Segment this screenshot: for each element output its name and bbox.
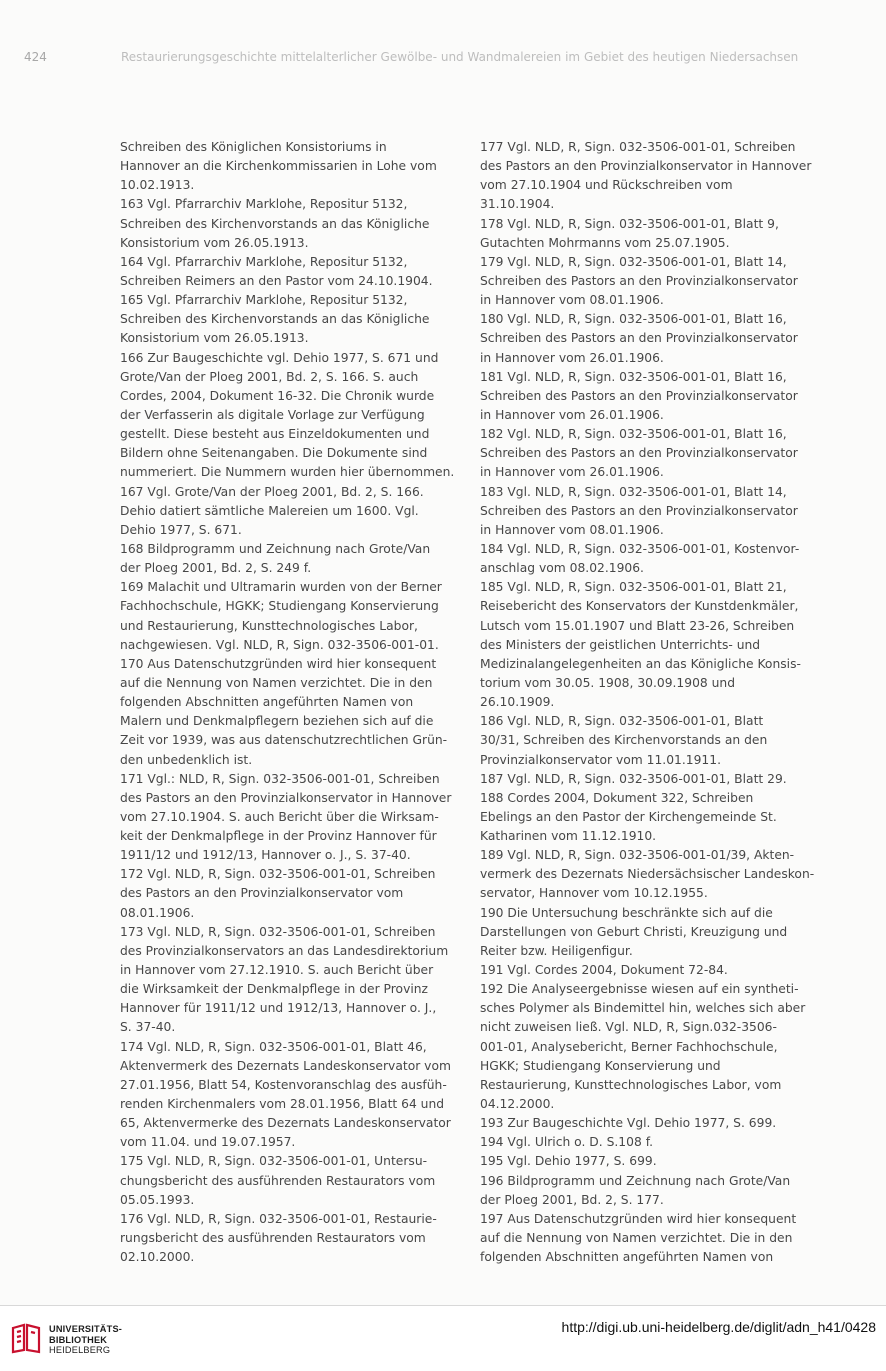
footnote-line: 187 Vgl. NLD, R, Sign. 032-3506-001-01, Blatt 29.	[480, 771, 787, 786]
footnote-line: den unbedenklich ist.	[120, 752, 253, 767]
footnote-line: die Wirksamkeit der Denkmalpflege in der Provinz	[120, 982, 429, 997]
footnote-line: nachgewiesen. Vgl. NLD, R, Sign. 032-3506-001-01.	[120, 637, 439, 652]
footnote-line: 190 Die Untersuchung beschränkte sich auf die	[480, 905, 773, 920]
footnote-line: Darstellungen von Geburt Christi, Kreuzigung und	[480, 924, 788, 939]
footnote-line: 26.10.1909.	[480, 695, 555, 710]
footnote-line: Konsistorium vom 26.05.1913.	[120, 331, 309, 346]
footnote-line: 174 Vgl. NLD, R, Sign. 032-3506-001-01, Blatt 46,	[120, 1039, 427, 1054]
footnote-line: Malern und Denkmalpflegern beziehen sich auf die	[120, 714, 434, 729]
footnote-line: Katharinen vom 11.12.1910.	[480, 829, 657, 844]
footnote-line: nicht zuweisen ließ. Vgl. NLD, R, Sign.032-3506-	[480, 1020, 777, 1035]
footnote-line: Dehio 1977, S. 671.	[120, 522, 242, 537]
footnote-line: vom 27.10.1904. S. auch Bericht über die Wirksam-	[120, 809, 439, 824]
footnote-line: servator, Hannover vom 10.12.1955.	[480, 886, 708, 901]
footnote-line: 30/31, Schreiben des Kirchenvorstands an den	[480, 733, 768, 748]
footnote-line: 02.10.2000.	[120, 1250, 195, 1265]
footnote-line: der Ploeg 2001, Bd. 2, S. 249 f.	[120, 561, 312, 576]
footnote-line: 197 Aus Datenschutzgründen wird hier konsequent	[480, 1211, 797, 1226]
footnote-line: 183 Vgl. NLD, R, Sign. 032-3506-001-01, Blatt 14,	[480, 484, 787, 499]
footnote-line: 171 Vgl.: NLD, R, Sign. 032-3506-001-01, Schreiben	[120, 771, 440, 786]
footnote-line: Schreiben des Pastors an den Provinzialkonservator	[480, 503, 798, 518]
footnote-line: Aktenvermerk des Dezernats Landeskonservator vom	[120, 1058, 451, 1073]
footnote-line: 65, Aktenvermerke des Dezernats Landeskonservator	[120, 1116, 451, 1131]
footnote-line: 177 Vgl. NLD, R, Sign. 032-3506-001-01, Schreiben	[480, 140, 796, 154]
footnote-line: nummeriert. Die Nummern wurden hier übernommen.	[120, 465, 455, 480]
footnote-line: in Hannover vom 26.01.1906.	[480, 407, 664, 422]
library-name-line: HEIDELBERG	[49, 1345, 111, 1355]
footnote-line: Schreiben des Pastors an den Provinzialkonservator	[480, 331, 798, 346]
footnote-line: 27.01.1956, Blatt 54, Kostenvoranschlag des ausfüh-	[120, 1077, 447, 1092]
footnote-line: Konsistorium vom 26.05.1913.	[120, 235, 309, 250]
footnote-line: 185 Vgl. NLD, R, Sign. 032-3506-001-01, Blatt 21,	[480, 580, 787, 595]
footnote-line: des Provinzialkonservators an das Landesdirektorium	[120, 943, 449, 958]
footnote-line: 188 Cordes 2004, Dokument 322, Schreiben	[480, 790, 754, 805]
footnote-line: vermerk des Dezernats Niedersächsischer Landeskon-	[480, 867, 815, 882]
footnote-line: torium vom 30.05. 1908, 30.09.1908 und	[480, 675, 736, 690]
footnote-line: 1911/12 und 1912/13, Hannover o. J., S. 37-40.	[120, 848, 411, 863]
footnote-line: 10.02.1913.	[120, 178, 195, 193]
footnote-line: Schreiben des Pastors an den Provinzialkonservator	[480, 446, 798, 461]
footnote-line: 163 Vgl. Pfarrarchiv Marklohe, Repositur 5132,	[120, 197, 408, 212]
footnote-line: des Pastors an den Provinzialkonservator vom	[120, 886, 404, 901]
footnote-line: 08.01.1906.	[120, 905, 195, 920]
footnote-line: 05.05.1993.	[120, 1192, 195, 1207]
footnote-line: 184 Vgl. NLD, R, Sign. 032-3506-001-01, Kostenvor-	[480, 541, 800, 556]
footnote-line: 164 Vgl. Pfarrarchiv Marklohe, Repositur 5132,	[120, 254, 408, 269]
footnote-line: in Hannover vom 08.01.1906.	[480, 522, 664, 537]
footnote-line: 180 Vgl. NLD, R, Sign. 032-3506-001-01, Blatt 16,	[480, 312, 787, 327]
footnote-line: 181 Vgl. NLD, R, Sign. 032-3506-001-01, Blatt 16,	[480, 369, 787, 384]
running-header	[24, 50, 846, 70]
footnote-line: in Hannover vom 26.01.1906.	[480, 465, 664, 480]
footnote-line: auf die Nennung von Namen verzichtet. Die in den	[480, 1231, 793, 1246]
footnote-line: vom 11.04. und 19.07.1957.	[120, 1135, 296, 1150]
footnote-line: anschlag vom 08.02.1906.	[480, 561, 644, 576]
footnote-line: HGKK; Studiengang Konservierung und	[480, 1058, 721, 1073]
footnote-line: 175 Vgl. NLD, R, Sign. 032-3506-001-01, Untersu-	[120, 1154, 428, 1169]
footnote-line: 166 Zur Baugeschichte vgl. Dehio 1977, S. 671 und	[120, 350, 439, 365]
footnote-line: 189 Vgl. NLD, R, Sign. 032-3506-001-01/39, Akten-	[480, 848, 795, 863]
footnote-line: keit der Denkmalpflege in der Provinz Hannover für	[120, 829, 437, 844]
footnote-line: 168 Bildprogramm und Zeichnung nach Grote/Van	[120, 541, 431, 556]
permalink-url[interactable]: http://digi.ub.uni-heidelberg.de/diglit/adn_h41/0428	[561, 1319, 876, 1335]
footnote-line: des Pastors an den Provinzialkonservator in Hannover	[120, 790, 452, 805]
footnote-line: Bildern ohne Seitenangaben. Die Dokumente sind	[120, 446, 428, 461]
footnote-line: der Verfasserin als digitale Vorlage zur Verfügung	[120, 407, 425, 422]
footnote-line: 182 Vgl. NLD, R, Sign. 032-3506-001-01, Blatt 16,	[480, 427, 787, 442]
library-name	[49, 1324, 122, 1356]
footnote-line: Schreiben des Kirchenvorstands an das Königliche	[120, 312, 430, 327]
footnote-line: folgenden Abschnitten angeführten Namen von	[120, 695, 414, 710]
footnote-line: 191 Vgl. Cordes 2004, Dokument 72-84.	[480, 963, 728, 978]
footnote-line: 167 Vgl. Grote/Van der Ploeg 2001, Bd. 2, S. 166.	[120, 484, 424, 499]
footnote-line: Schreiben des Pastors an den Provinzialkonservator	[480, 388, 798, 403]
footnote-line: 31.10.1904.	[480, 197, 555, 212]
footnote-line: der Ploeg 2001, Bd. 2, S. 177.	[480, 1192, 664, 1207]
footnote-line: in Hannover vom 26.01.1906.	[480, 350, 664, 365]
footnote-line: Hannover an die Kirchenkommissarien in Lohe vom	[120, 159, 437, 174]
left-footnote-column	[120, 138, 465, 1267]
footnote-line: in Hannover vom 08.01.1906.	[480, 293, 664, 308]
footnote-line: 169 Malachit und Ultramarin wurden von der Berner	[120, 580, 442, 595]
page-number: 424	[24, 50, 47, 64]
footnote-line: 194 Vgl. Ulrich o. D. S.108 f.	[480, 1135, 654, 1150]
running-title: Restaurierungsgeschichte mittelalterlicher Gewölbe- und Wandmalereien im Gebiet des heutigen Niedersachsen	[121, 50, 799, 64]
footnote-line: renden Kirchenmalers vom 28.01.1956, Blatt 64 und	[120, 1097, 445, 1112]
footnote-line: Schreiben des Pastors an den Provinzialkonservator	[480, 273, 798, 288]
footnote-line: Medizinalangelegenheiten an das Königliche Konsis-	[480, 656, 801, 671]
footnote-line: 176 Vgl. NLD, R, Sign. 032-3506-001-01, Restaurie-	[120, 1211, 437, 1226]
footnote-line: Hannover für 1911/12 und 1912/13, Hannover o. J.,	[120, 1001, 437, 1016]
footnote-line: rungsbericht des ausführenden Restaurators vom	[120, 1231, 426, 1246]
footnote-line: 195 Vgl. Dehio 1977, S. 699.	[480, 1154, 657, 1169]
footnote-line: Restaurierung, Kunsttechnologisches Labor, vom	[480, 1077, 782, 1092]
footnote-line: Reisebericht des Konservators der Kunstdenkmäler,	[480, 599, 799, 614]
footnote-line: Provinzialkonservator vom 11.01.1911.	[480, 752, 721, 767]
footnote-line: Ebelings an den Pastor der Kirchengemeinde St.	[480, 809, 777, 824]
footnote-line: Schreiben des Königlichen Konsistoriums in	[120, 140, 387, 154]
footnote-line: Grote/Van der Ploeg 2001, Bd. 2, S. 166. S. auch	[120, 369, 419, 384]
footnote-line: 001-01, Analysebericht, Berner Fachhochschule,	[480, 1039, 778, 1054]
footnote-line: Dehio datiert sämtliche Malereien um 1600. Vgl.	[120, 503, 419, 518]
footnote-line: des Pastors an den Provinzialkonservator in Hannover	[480, 159, 812, 174]
library-logo-icon	[10, 1322, 42, 1354]
footnote-line: sches Polymer als Bindemittel hin, welches sich aber	[480, 1001, 806, 1016]
footnote-line: auf die Nennung von Namen verzichtet. Die in den	[120, 675, 433, 690]
footnote-line: 196 Bildprogramm und Zeichnung nach Grote/Van	[480, 1173, 791, 1188]
footnote-line: Cordes, 2004, Dokument 16-32. Die Chronik wurde	[120, 388, 435, 403]
footnote-line: Fachhochschule, HGKK; Studiengang Konservierung	[120, 599, 439, 614]
footnote-line: des Ministers der geistlichen Unterrichts- und	[480, 637, 761, 652]
footnote-line: 186 Vgl. NLD, R, Sign. 032-3506-001-01, Blatt	[480, 714, 764, 729]
footnote-line: Reiter bzw. Heiligenfigur.	[480, 943, 633, 958]
footnote-line: folgenden Abschnitten angeführten Namen von	[480, 1250, 774, 1265]
footnote-line: 178 Vgl. NLD, R, Sign. 032-3506-001-01, Blatt 9,	[480, 216, 779, 231]
footnote-line: 179 Vgl. NLD, R, Sign. 032-3506-001-01, Blatt 14,	[480, 254, 787, 269]
footnote-line: 192 Die Analyseergebnisse wiesen auf ein syntheti-	[480, 982, 799, 997]
footnote-line: vom 27.10.1904 und Rückschreiben vom	[480, 178, 733, 193]
library-name-line: BIBLIOTHEK	[49, 1334, 108, 1345]
footnote-line: Lutsch vom 15.01.1907 und Blatt 23-26, Schreiben	[480, 618, 795, 633]
footnote-line: 173 Vgl. NLD, R, Sign. 032-3506-001-01, Schreiben	[120, 924, 436, 939]
footnote-line: Gutachten Mohrmanns vom 25.07.1905.	[480, 235, 730, 250]
footnote-line: Schreiben des Kirchenvorstands an das Königliche	[120, 216, 430, 231]
footnote-line: 172 Vgl. NLD, R, Sign. 032-3506-001-01, Schreiben	[120, 867, 436, 882]
footnote-line: S. 37-40.	[120, 1020, 176, 1035]
footnote-line: 165 Vgl. Pfarrarchiv Marklohe, Repositur 5132,	[120, 293, 408, 308]
footnote-line: 04.12.2000.	[480, 1097, 555, 1112]
footnote-line: 193 Zur Baugeschichte Vgl. Dehio 1977, S. 699.	[480, 1116, 777, 1131]
library-footer	[0, 1305, 886, 1371]
right-footnote-column	[480, 138, 825, 1267]
footnote-line: Zeit vor 1939, was aus datenschutzrechtlichen Grün-	[120, 733, 448, 748]
footnote-line: chungsbericht des ausführenden Restaurators vom	[120, 1173, 436, 1188]
footnote-line: in Hannover vom 27.12.1910. S. auch Bericht über	[120, 963, 434, 978]
footnote-line: gestellt. Diese besteht aus Einzeldokumenten und	[120, 427, 430, 442]
footnote-line: Schreiben Reimers an den Pastor vom 24.10.1904.	[120, 273, 433, 288]
footnote-line: 170 Aus Datenschutzgründen wird hier konsequent	[120, 656, 437, 671]
footnote-line: und Restaurierung, Kunsttechnologisches Labor,	[120, 618, 418, 633]
library-name-line: UNIVERSITÄTS-	[49, 1324, 123, 1334]
